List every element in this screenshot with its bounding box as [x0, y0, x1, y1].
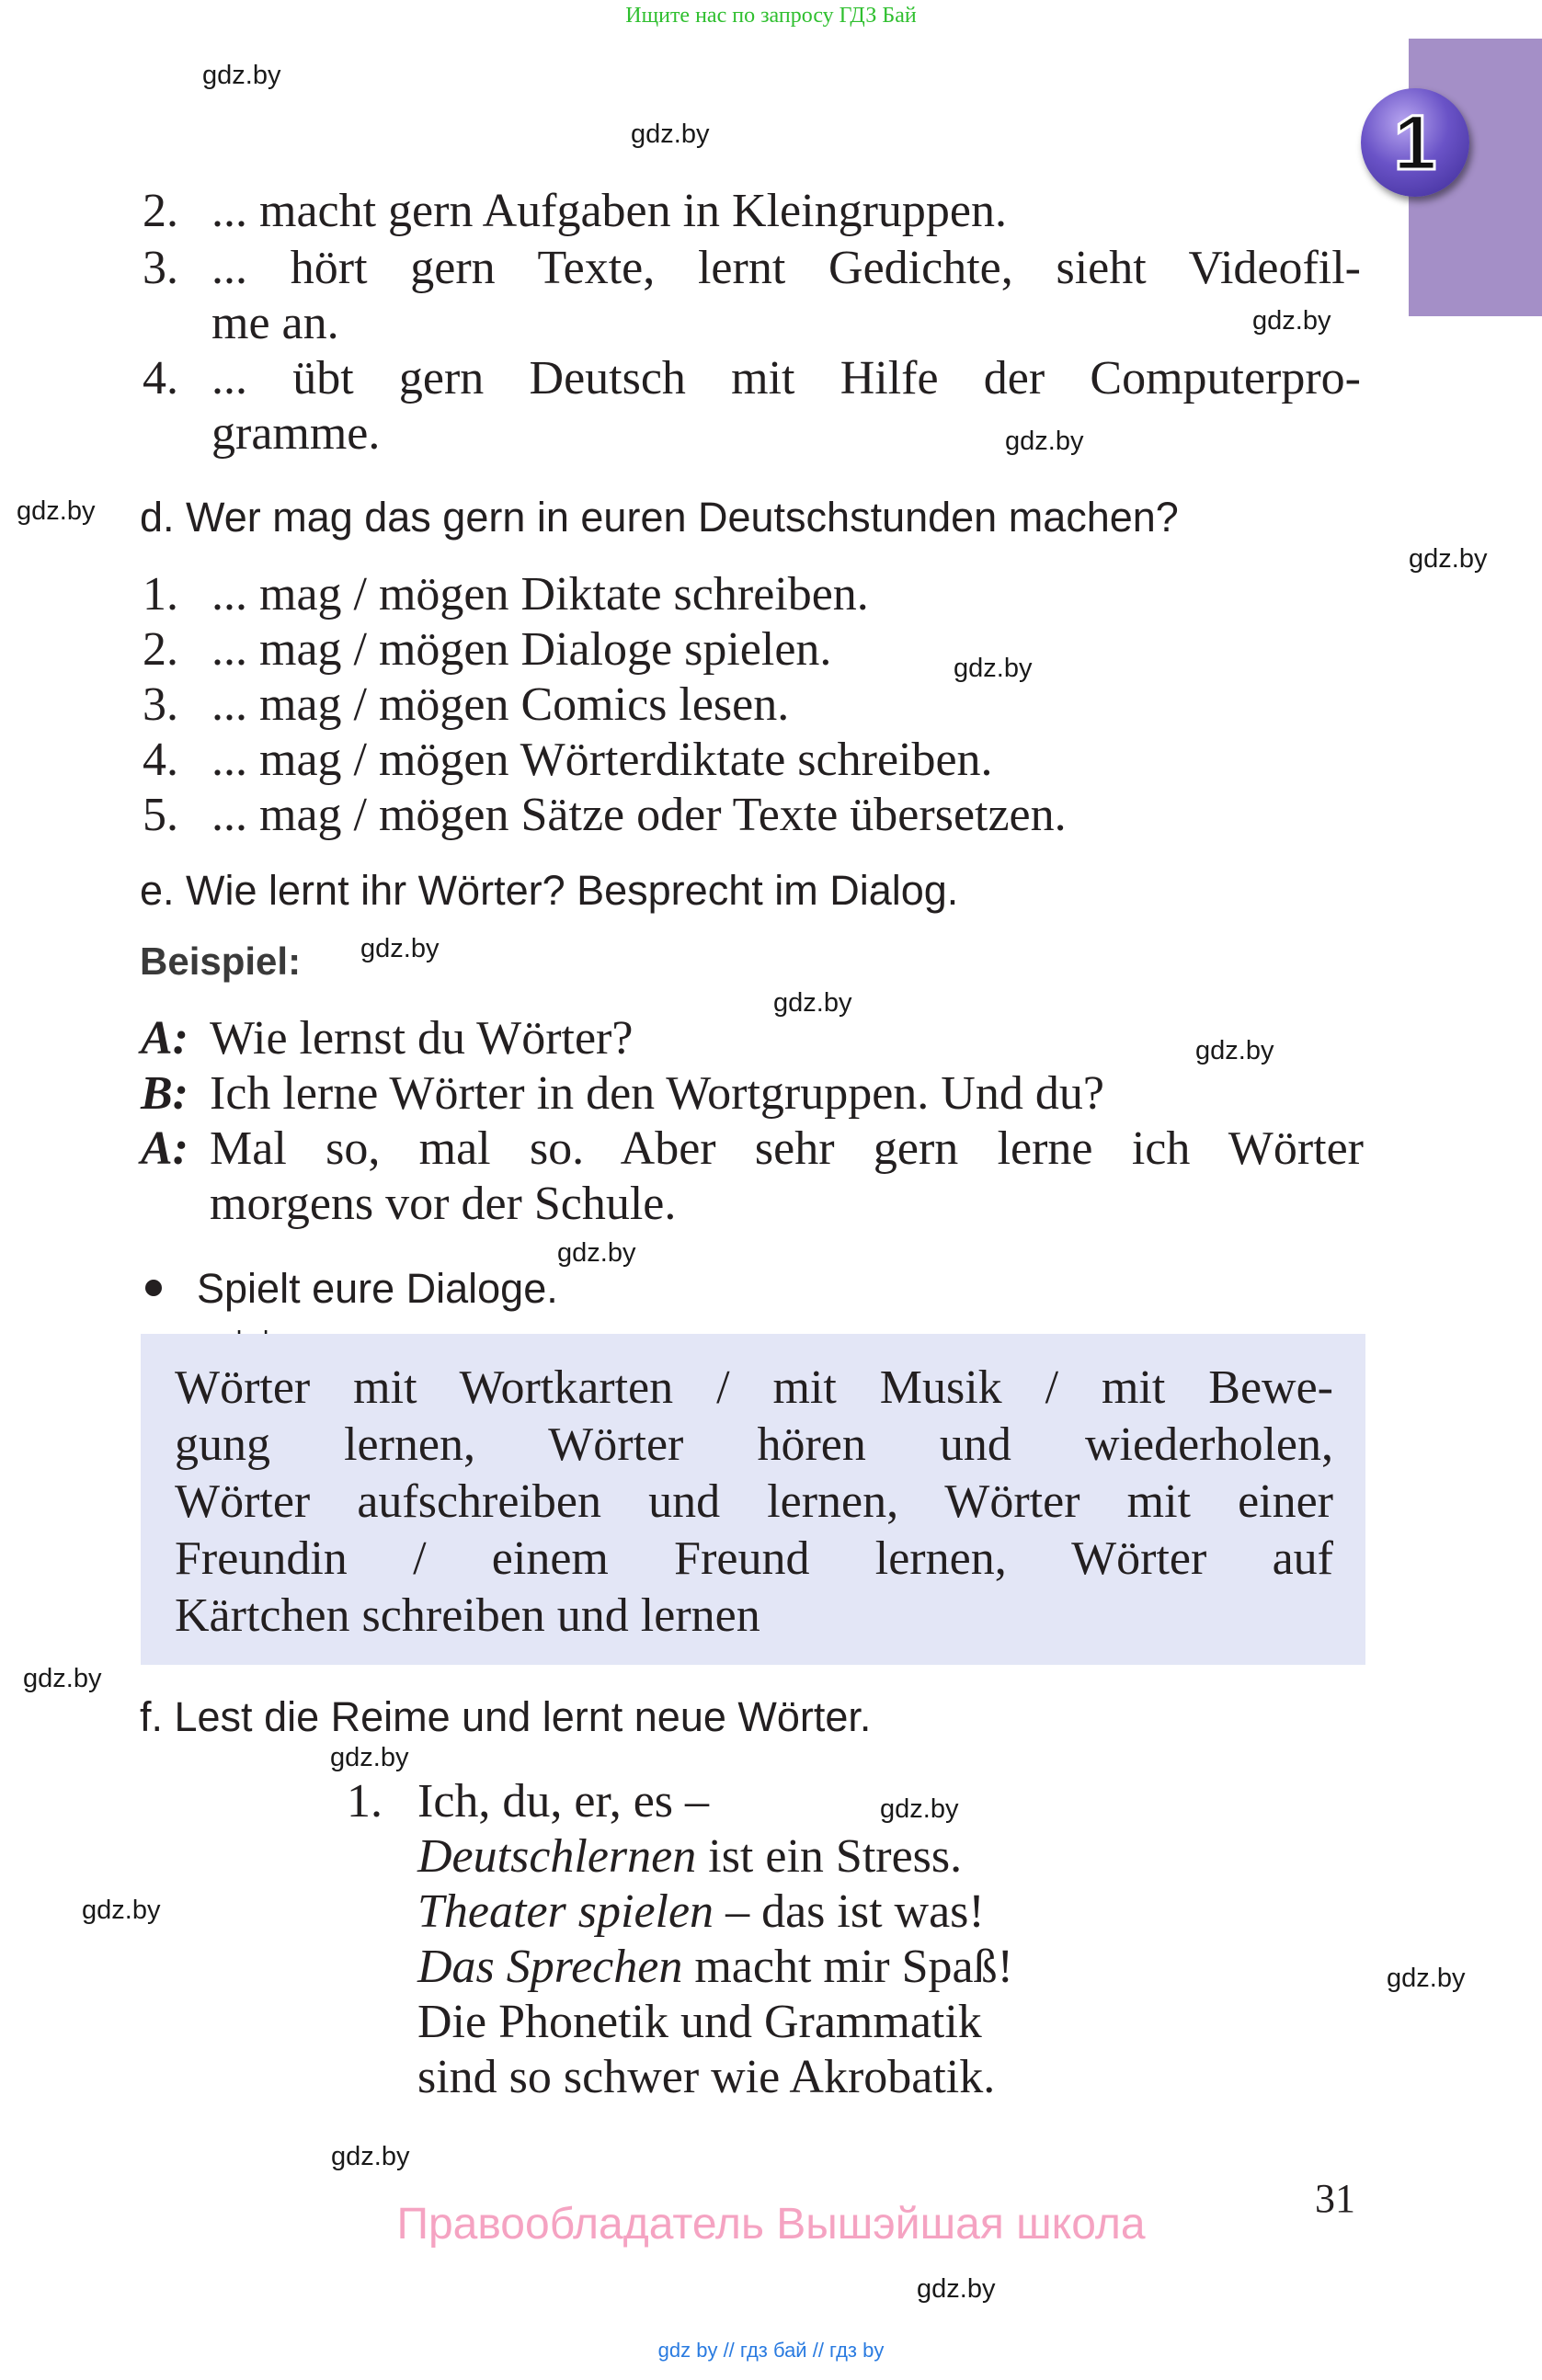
- section-e-heading: e. Wie lernt ihr Wörter? Besprecht im Dialog.: [140, 867, 959, 914]
- top-banner[interactable]: Ищите нас по запросу ГДЗ Бай: [625, 4, 917, 28]
- watermark: gdz.by: [1387, 1964, 1466, 1993]
- watermark: gdz.by: [1409, 544, 1488, 574]
- list-item-text: ... mag / mögen Wörterdiktate schreiben.: [211, 734, 993, 786]
- list-item-text: ... mag / mögen Diktate schreiben.: [211, 568, 869, 621]
- watermark: gdz.by: [557, 1238, 636, 1268]
- page-number: 31: [1315, 2176, 1355, 2221]
- watermark: gdz.by: [631, 120, 710, 149]
- watermark: gdz.by: [917, 2274, 996, 2304]
- bullet-task: Spielt eure Dialoge.: [197, 1265, 558, 1312]
- poem-line: Theater spielen – das ist was!: [417, 1885, 985, 1938]
- watermark: gdz.by: [1252, 306, 1331, 336]
- watermark: gdz.by: [82, 1896, 161, 1925]
- dialog-line: Mal so, mal so. Aber sehr gern lerne ich Wörter: [210, 1122, 1364, 1175]
- watermark: gdz.by: [330, 1743, 409, 1772]
- word-box-line: Freundin / einem Freund lernen, Wörter auf: [175, 1532, 1333, 1585]
- dialog-speaker: A:: [141, 1012, 188, 1065]
- dialog-line: morgens vor der Schule.: [210, 1178, 677, 1230]
- list-number: 2.: [143, 623, 178, 676]
- poem-line: Die Phonetik und Grammatik: [417, 1996, 982, 2048]
- watermark: gdz.by: [331, 2142, 410, 2171]
- word-box-line: gung lernen, Wörter hören und wiederholen,: [175, 1418, 1333, 1471]
- list-item-text: ... macht gern Aufgaben in Kleingruppen.: [211, 185, 1007, 237]
- list-item-text: me an.: [211, 297, 339, 349]
- poem-line: Ich, du, er, es –: [417, 1775, 710, 1828]
- dialog-line: Ich lerne Wörter in den Wortgruppen. Und du?: [210, 1067, 1104, 1120]
- chapter-number: 1: [1393, 99, 1437, 186]
- watermark: gdz.by: [773, 988, 852, 1018]
- list-item-text: gramme.: [211, 407, 381, 460]
- poem-line: Deutschlernen ist ein Stress.: [417, 1830, 963, 1883]
- poem-line: sind so schwer wie Akrobatik.: [417, 2051, 996, 2103]
- list-number: 2.: [143, 185, 178, 237]
- watermark: gdz.by: [1195, 1036, 1274, 1065]
- list-number: 3.: [143, 242, 178, 294]
- chapter-number-badge: [1361, 88, 1469, 197]
- watermark: gdz.by: [202, 61, 281, 90]
- list-item-text: ... übt gern Deutsch mit Hilfe der Computerpro-: [211, 352, 1361, 404]
- section-f-heading: f. Lest die Reime und lernt neue Wörter.: [140, 1693, 872, 1740]
- list-number: 1.: [143, 568, 178, 621]
- watermark: gdz.by: [954, 654, 1033, 683]
- dialog-line: Wie lernst du Wörter?: [210, 1012, 634, 1065]
- list-item-text: ... hört gern Texte, lernt Gedichte, sieht Videofil-: [211, 242, 1361, 294]
- footer-links[interactable]: gdz by // гдз бай // гдз by: [657, 2339, 885, 2362]
- watermark: gdz.by: [1005, 427, 1084, 456]
- dialog-speaker: B:: [141, 1067, 188, 1120]
- bullet-dot: [145, 1280, 162, 1296]
- watermark: gdz.by: [880, 1794, 959, 1824]
- example-label: Beispiel:: [140, 939, 302, 983]
- watermark: gdz.by: [23, 1664, 102, 1693]
- copyright-notice: Правообладатель Вышэйшая школа: [396, 2200, 1146, 2249]
- list-number: 4.: [143, 734, 178, 786]
- list-number: 5.: [143, 789, 178, 841]
- list-item-text: ... mag / mögen Comics lesen.: [211, 678, 790, 731]
- poem-number: 1.: [347, 1775, 383, 1828]
- watermark: gdz.by: [360, 934, 440, 963]
- list-number: 3.: [143, 678, 178, 731]
- poem-line: Das Sprechen macht mir Spaß!: [417, 1941, 1013, 1993]
- list-number: 4.: [143, 352, 178, 404]
- watermark: gdz.by: [17, 496, 96, 526]
- word-box-line: Wörter mit Wortkarten / mit Musik / mit Bewe-: [175, 1361, 1333, 1414]
- dialog-speaker: A:: [141, 1122, 188, 1175]
- list-item-text: ... mag / mögen Sätze oder Texte übersetzen.: [211, 789, 1067, 841]
- list-item-text: ... mag / mögen Dialoge spielen.: [211, 623, 832, 676]
- word-box-line: Wörter aufschreiben und lernen, Wörter mit einer: [175, 1475, 1333, 1528]
- word-box-line: Kärtchen schreiben und lernen: [175, 1589, 760, 1642]
- section-d-heading: d. Wer mag das gern in euren Deutschstunden machen?: [140, 494, 1179, 541]
